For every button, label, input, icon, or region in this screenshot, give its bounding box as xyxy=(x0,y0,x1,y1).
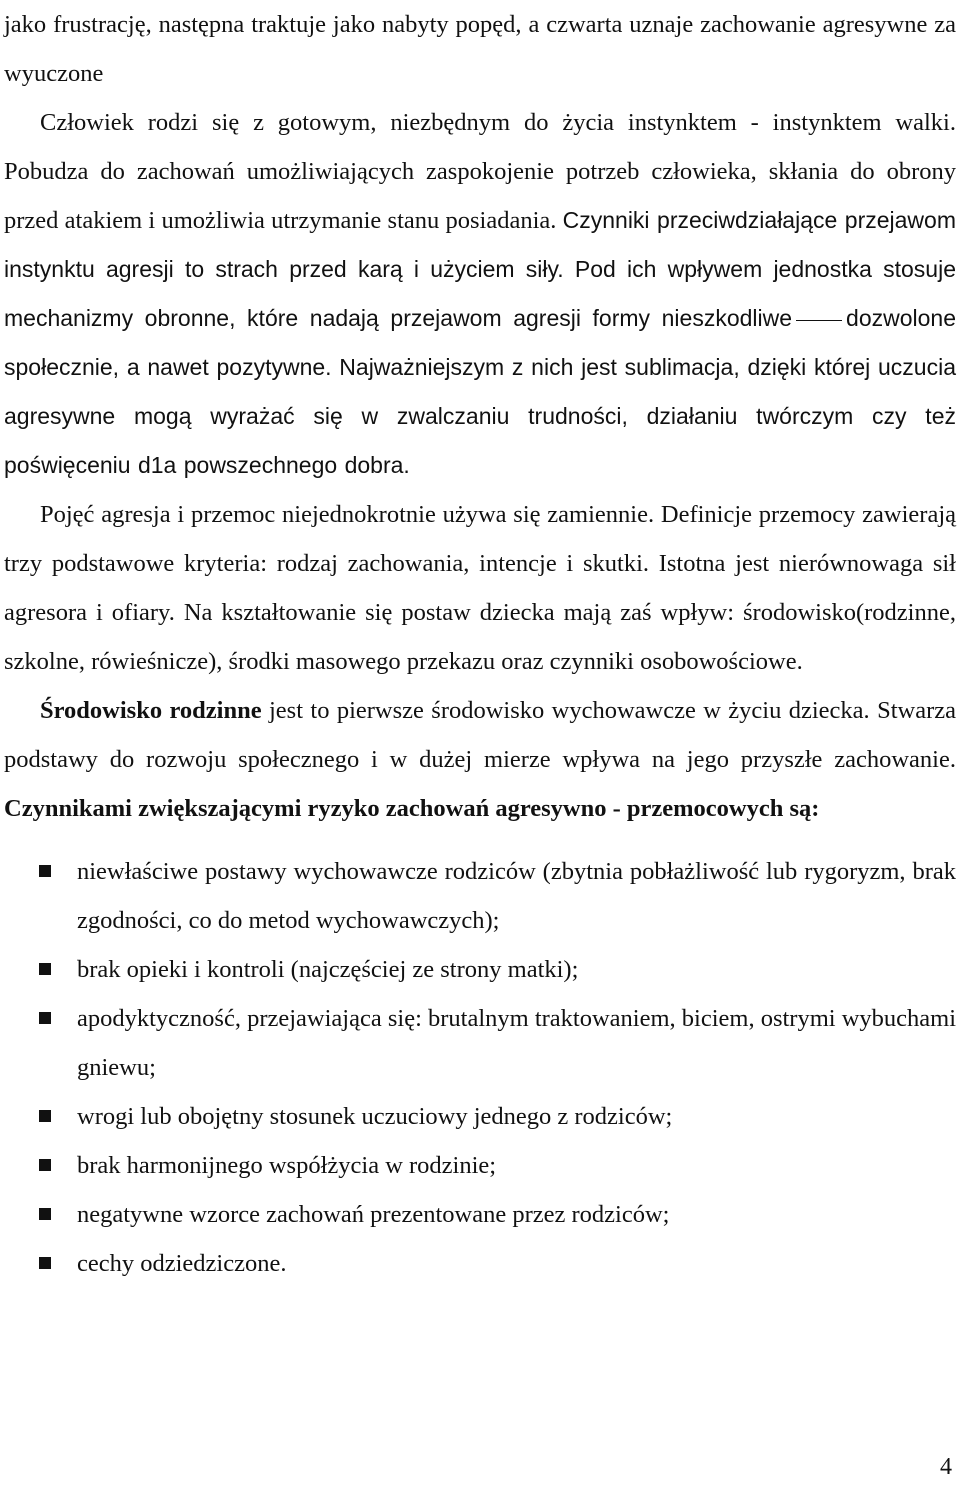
square-bullet-icon xyxy=(39,865,51,877)
paragraph-instinct-part-1: Człowiek rodzi się z gotowym, niezbędnym do życia instynktem - instynktem walki. Pobudza do zachowań umożliwiających zaspokojenie potrzeb człowieka, skłania do obrony przed atakiem i umożliwia utrzymanie stanu posiadania. xyxy=(4,109,956,234)
list-item xyxy=(4,847,956,945)
square-bullet-icon xyxy=(39,1159,51,1171)
list-item-text: apodyktyczność, przejawiająca się: brutalnym traktowaniem, biciem, ostrymi wybuchami gniewu; xyxy=(77,1005,956,1081)
family-environment-text: jest to pierwsze środowisko wychowawcze w życiu dziecka. Stwarza podstawy do rozwoju społecznego i w dużej mierze wpływa na jego przyszłe zachowanie. xyxy=(4,697,956,773)
square-bullet-icon xyxy=(39,963,51,975)
risk-factors-heading: Czynnikami zwiększającymi ryzyko zachowań agresywno - przemocowych są: xyxy=(4,795,820,822)
paragraph-definitions: Pojęć agresja i przemoc niejednokrotnie używa się zamiennie. Definicje przemocy zawierają trzy podstawowe kryteria: rodzaj zachowania, intencje i skutki. Istotna jest nierównowaga sił agresora i ofiary. Na kształtowanie się postaw dziecka mają zaś wpływ: środowisko(rodzinne, szkolne, rówieśnicze), środki masowego przekazu oraz czynniki osobowościowe. xyxy=(4,501,956,675)
list-item xyxy=(4,1190,956,1239)
square-bullet-icon xyxy=(39,1257,51,1269)
square-bullet-icon xyxy=(39,1208,51,1220)
list-item xyxy=(4,945,956,994)
paragraph-instinct-part-2: Czynniki przeciwdziałające przejawom instynktu agresji to strach przed karą i użyciem siły. Pod ich wpływem jednostka stosuje mechanizmy obronne, które nadają przejawom agresji formy nieszkodliwe xyxy=(4,207,956,331)
paragraph-continuation: jako frustrację, następna traktuje jako nabyty popęd, a czwarta uznaje zachowanie agresywne za wyuczone xyxy=(4,11,956,87)
list-item-text: wrogi lub obojętny stosunek uczuciowy jednego z rodziców; xyxy=(77,1103,673,1130)
em-dash-line xyxy=(796,320,842,321)
list-item-text: brak harmonijnego współżycia w rodzinie; xyxy=(77,1152,497,1179)
list-item-text: brak opieki i kontroli (najczęściej ze strony matki); xyxy=(77,956,579,983)
list-item-text: cechy odziedziczone. xyxy=(77,1250,287,1277)
family-environment-heading: Środowisko rodzinne xyxy=(40,697,262,724)
paragraph-instinct xyxy=(4,98,956,490)
paragraph-instinct-part-3: dozwolone społecznie, a nawet pozytywne. Najważniejszym z nich jest sublimacja, dzięki której uczucia agresywne mogą wyrażać się w zwalczaniu trudności, działaniu twórczym czy też poświęceniu d1a powszechnego dobra. xyxy=(4,305,956,478)
page-number: 4 xyxy=(940,1454,952,1480)
square-bullet-icon xyxy=(39,1110,51,1122)
list-item xyxy=(4,1141,956,1190)
risk-factors-list xyxy=(4,847,956,1288)
list-item-text: negatywne wzorce zachowań prezentowane przez rodziców; xyxy=(77,1201,670,1228)
paragraph-family-environment xyxy=(4,686,956,833)
list-item-text: niewłaściwe postawy wychowawcze rodziców (zbytnia pobłażliwość lub rygoryzm, brak zgodności, co do metod wychowawczych); xyxy=(77,858,956,934)
list-item xyxy=(4,1092,956,1141)
square-bullet-icon xyxy=(39,1012,51,1024)
list-item xyxy=(4,1239,956,1288)
list-item xyxy=(4,994,956,1092)
document-page xyxy=(4,0,956,1288)
